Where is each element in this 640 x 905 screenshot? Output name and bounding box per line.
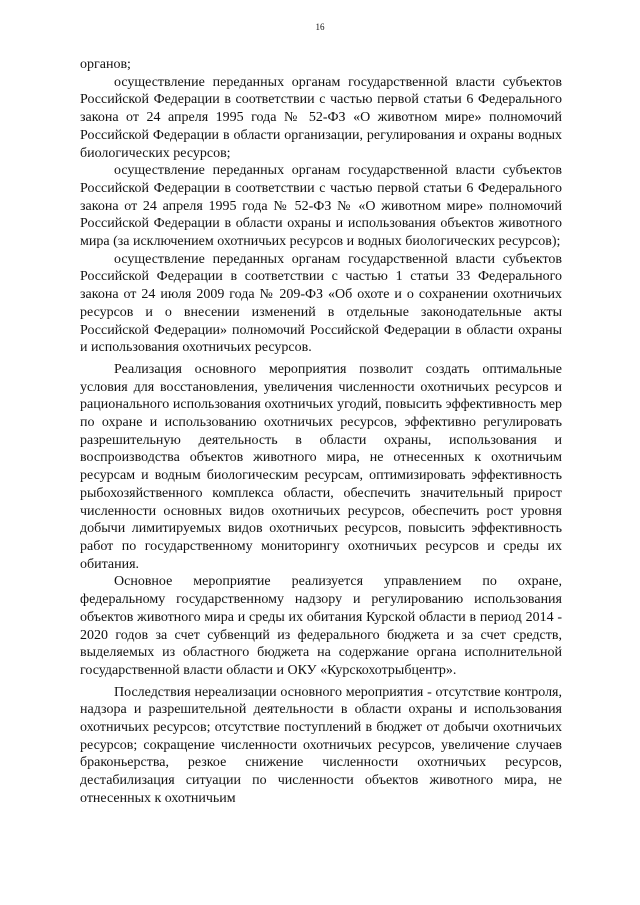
paragraph-4: осуществление переданных органам государственной власти субъектов Российской Федерации в соответствии с частью 1 статьи 33 Федерального закона от 24 июля 2009 года № 209-ФЗ «Об охоте и о сохранении охотничьих ресурсов и о внесении изменений в отдельные законодательные акты Российской Федерации» полномочий Российской Федерации в области охраны и использования охотничьих ресурсов.	[80, 251, 562, 356]
paragraph-5: Реализация основного мероприятия позволит создать оптимальные условия для восстановления, увеличения численности охотничьих ресурсов и рационального использования охотничьих угодий, повысить эффективность мер по охране и использованию охотничьих ресурсов, эффективно регулировать разрешительную деятельность в области охраны, использования и воспроизводства объектов животного мира, не отнесенных к охотничьим ресурсам и водным биологическим ресурсам, оптимизировать эффективность рыбохозяйственного комплекса области, обеспечить значительный прирост численности основных видов охотничьих ресурсов, обеспечить рост уровня добычи лимитируемых видов охотничьих ресурсов, повысить эффективность работ по государственному мониторингу охотничьих ресурсов и среды их обитания.	[80, 361, 562, 572]
paragraph-2: осуществление переданных органам государственной власти субъектов Российской Федерации в соответствии с частью первой статьи 6 Федерального закона от 24 апреля 1995 года № 52-ФЗ «О животном мире» полномочий Российской Федерации в области организации, регулирования и охраны водных биологических ресурсов;	[80, 74, 562, 161]
paragraph-1: органов;	[80, 57, 131, 72]
page-number: 16	[315, 22, 325, 32]
paragraph-6: Основное мероприятие реализуется управлением по охране, федеральному государственному надзору и регулированию использования объектов животного мира и среды их обитания Курской области в период 2014 - 2020 годов за счет субвенций из федерального бюджета и за счет средств, выделяемых из областного бюджета на содержание органа исполнительной государственной власти области и ОКУ «Курскохотрыбцентр».	[80, 574, 562, 678]
paragraph-7: Последствия нереализации основного мероприятия - отсутствие контроля, надзора и разрешительной деятельности в области охраны и использования охотничьих ресурсов; отсутствие поступлений в бюджет от добычи охотничьих ресурсов; сокращение численности охотничьих ресурсов, увеличение случаев браконьерства, резкое снижение численности охотничьих ресурсов, дестабилизация ситуации по численности объектов животного мира, не отнесенных к охотничьим	[80, 684, 562, 806]
paragraph-3: осуществление переданных органам государственной власти субъектов Российской Федерации в соответствии с частью первой статьи 6 Федерального закона от 24 апреля 1995 года № 52-ФЗ № «О животном мире» полномочий Российской Федерации в области охраны и использования объектов животного мира (за исключением охотничьих ресурсов и водных биологических ресурсов);	[80, 163, 562, 250]
document-body	[80, 56, 562, 808]
